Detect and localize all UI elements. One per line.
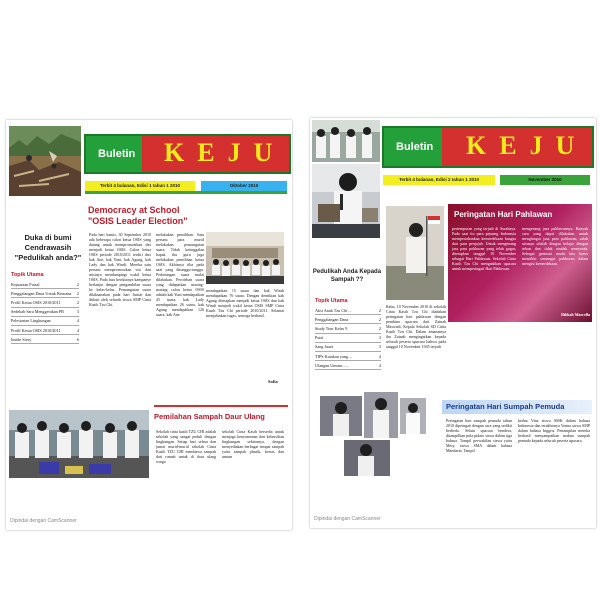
buletin-label: Buletin <box>98 148 136 160</box>
headline-line-1: Democracy at School <box>88 205 180 215</box>
toc-item[interactable]: Penggalangan Dana Untuk Bencana 2 <box>11 289 79 298</box>
toc-item[interactable]: TIPS Kutakan yang ... 4 <box>315 352 381 361</box>
toc-item[interactable]: Kejuaraan Futsal 2 <box>11 280 79 289</box>
toc-item[interactable]: Profil Ketua OSIS 2010/2011 4 <box>11 326 79 335</box>
photo-flood-disaster <box>9 126 81 196</box>
pahlawan-sig: Ribkah Marcella <box>561 312 590 317</box>
newsletter-page-1 <box>6 120 292 530</box>
pemilahan-section <box>154 405 288 517</box>
masthead-banner <box>382 126 594 168</box>
duka-line-1: Duka di bumi <box>24 233 72 242</box>
toc-item[interactable]: Sang Juara 3 <box>315 343 381 352</box>
pemilahan-title: Pemilahan Sampah Daur Ulang <box>154 412 265 421</box>
pahlawan-col-2: mengenang jasa pahlawannya. Banyak cara yang dapat dilakukan untuk menghargai jasa para pahlawan, salah satunya adalah dengan belajar dengan tekun dan tidak mudah menyerah. Sebagai generasi muda kita harus memiliki semangat pahlawan dalam mengisi kemerdekaan. <box>522 226 588 266</box>
duka-caption <box>14 233 82 263</box>
sampah-caption <box>312 268 382 284</box>
photo-waste-sorting <box>9 410 149 478</box>
photo-student-trash <box>312 164 380 238</box>
topik-utama-heading: Topik Utama <box>11 272 44 278</box>
topik-utama-list <box>11 280 79 344</box>
toc-item[interactable]: Penggalangan Dana 2 <box>315 315 381 324</box>
issue-date: November 2010 <box>500 175 590 185</box>
issue-info: Terbit 4 bulanan, Edisi 2 tahun 1 2010 <box>383 175 495 185</box>
headline-democracy <box>88 205 288 227</box>
toc-item[interactable]: Study Tour Kelas 9 2 <box>315 324 381 333</box>
photo-sumpah-pemuda <box>316 388 428 478</box>
photo-osis-election <box>206 232 284 284</box>
sumpah-col-2: kedua Vina siswa SMK dalam bahasa Indonesia dan terakhirnya Vonna siswa SMP dalam bahasa Inggris. Penampilan mereka berhasil menyampaikan makna sumpah pemuda kepada seluruh peserta upacara. <box>518 418 590 443</box>
toc-item[interactable]: Profil Ketua OSIS 2010/2011 2 <box>11 298 79 307</box>
duka-line-3: "Pedulikah anda?" <box>14 253 82 262</box>
newsletter-page-2 <box>310 118 596 528</box>
buletin-label: Buletin <box>396 141 434 153</box>
toc-item[interactable]: Sedekah Sara Menggerakan PR 3 <box>11 308 79 317</box>
sumpah-title: Peringatan Hari Sumpah Pemuda <box>446 402 565 411</box>
pemilahan-col-1: Sekolah cinta kasih TZU CHI adalah sekolah yang sangat peduli dengan lingkungan. Setiap hari selasa dan jumat murid-murid sekolah Cinta Kasih TZU CHI membawa sampah dari rumah untuk di daur ulang warga <box>156 429 216 464</box>
masthead-title: KEJU <box>164 138 286 167</box>
caption-line-2: Sampah ?? <box>330 277 364 283</box>
masthead-banner <box>84 134 291 174</box>
toc-item[interactable]: Aksi Anak Tzu Chi ... 2 <box>315 306 381 315</box>
toc-item[interactable]: Puisi 3 <box>315 334 381 343</box>
pemilahan-col-2: sekolah Cinta Kasih bersedia untuk menjaga kenyamanan dan kebersihan lingkungan sekitarnya, dengan menyediakan berbagai tempat sampah yaitu sampah plastik, kertas dan umum <box>222 429 284 459</box>
article-col-3: mendapatkan 15 suara dan kak Windi mendapatkan 76 suara. Dengan demikian kak Agung ditetapkan menjadi ketua OSIS dan kak Windi menjadi wakil ketua OSIS SMP Cinta Kasih Tzu Chi periode 2010/2011. Selamat menjalankan tugas, semoga berhasil. <box>206 288 284 318</box>
scanner-watermark: Dipindai dengan CamScanner <box>10 518 77 524</box>
pahlawan-col-3: Rabu, 10 November 2010 di sekolah Cinta Kasih Tzu Chi diadakan peringatan hari pahlawan dengan pembina upacara dari Zainab Maswadi, Kepala Sekolah SD Cinta Kasih Tzu Chi. Dalam amanatnya ibu Zainab mengingatkan kepada seluruh peserta upacara bahwa pada tanggal 10 November 1945 terjadi <box>386 304 446 349</box>
toc-item[interactable]: Pelestarian Lingkungan 4 <box>11 317 79 326</box>
scanner-watermark: Dipindai dengan CamScanner <box>314 516 381 522</box>
photo-students-reading <box>312 120 380 162</box>
headline-line-2: "OSIS Leader Election" <box>88 216 188 226</box>
issue-date: Oktober 2010 <box>201 181 287 191</box>
issue-info: Terbit 4 bulanan, Edisi 1 tahun 1 2010 <box>85 181 195 191</box>
pahlawan-col-1: pertempuran yang terjadi di Surabaya. Pada saat itu para pejuang Indonesia mempertahankan kemerdekaan bangsa dari para penjajah. Untuk mengenang jasa para pahlawan yang telah gugur, ditetapkan tanggal 10 November sebagai Hari Pahlawan. Sekolah Cinta Kasih Tzu Chi mengadakan upacara untuk memperingati Hari Pahlawan. <box>452 226 516 271</box>
photo-flag-ceremony <box>386 206 444 300</box>
article-col-1: Pada hari kamis, 30 September 2010 ada beberapa calon ketua OSIS yang datang untuk mempromosikan diri menjadi ketua OSIS. Calon ketua OSIS periode 2010/2011 terdiri dari kak Ane, kak Yuni, kak Agung, kak Lady dan kak Windi. Mereka satu persatu mempromosikan visi dan misinya mendampingi wakil ketua OSIS. Pada hari berikutnya kampanye berlanjut dengan pengambilan suara ke kelas-kelas. Pemungutan suara dilaksanakan pada hari Jumat dan diikuti oleh seluruh siswa SMP Cinta Kasih Tzu Chi. <box>89 232 151 307</box>
green-rule <box>85 191 287 194</box>
topik-utama-list <box>315 306 381 370</box>
toc-item[interactable]: Ulangan Umum ...... 4 <box>315 361 381 370</box>
sumpah-col-1: Peringatan hari sumpah pemuda tahun 2010 dipeingati dengan cara yang sedikit berbeda. Selain upacara bendera, ditampilkan pula pidato siswa dalam tiga bahasa. Tampil perwakilan siswa yaitu Meiy, siswa SMA dalam bahasa Mandarin, Tampil <box>446 418 512 453</box>
article-author: Sofia <box>268 379 278 384</box>
duka-line-2: Cendrawasih <box>24 243 72 252</box>
pahlawan-section <box>448 204 592 322</box>
pahlawan-title: Peringatan Hari Pahlawan <box>454 210 553 219</box>
masthead-title: KEJU <box>466 131 588 160</box>
article-col-2: melakukan pemilihan. Satu persatu para murid melakukan pemungutan suara. Tidak ketinggalan bapak ibu guru juga melakukan pemilihan ketua OSIS. Akhirnya tiba pada saat yang ditunggu-tunggu. Perhitungan suara mulai dilakukan. Perolehan suara yang didapatkan masing-masing calon ketua OSIS adalah kak Yuni mendapatkan 45 suara, kak Lady mendapatkan 26 suara, kak Agung mendapatkan 126 suara, kak Ane <box>156 232 204 317</box>
toc-item[interactable]: Inside Story 6 <box>11 335 79 344</box>
caption-line-1: Pedulikah Anda Kepada <box>312 269 382 275</box>
topik-utama-heading: Topik Utama <box>315 298 348 304</box>
